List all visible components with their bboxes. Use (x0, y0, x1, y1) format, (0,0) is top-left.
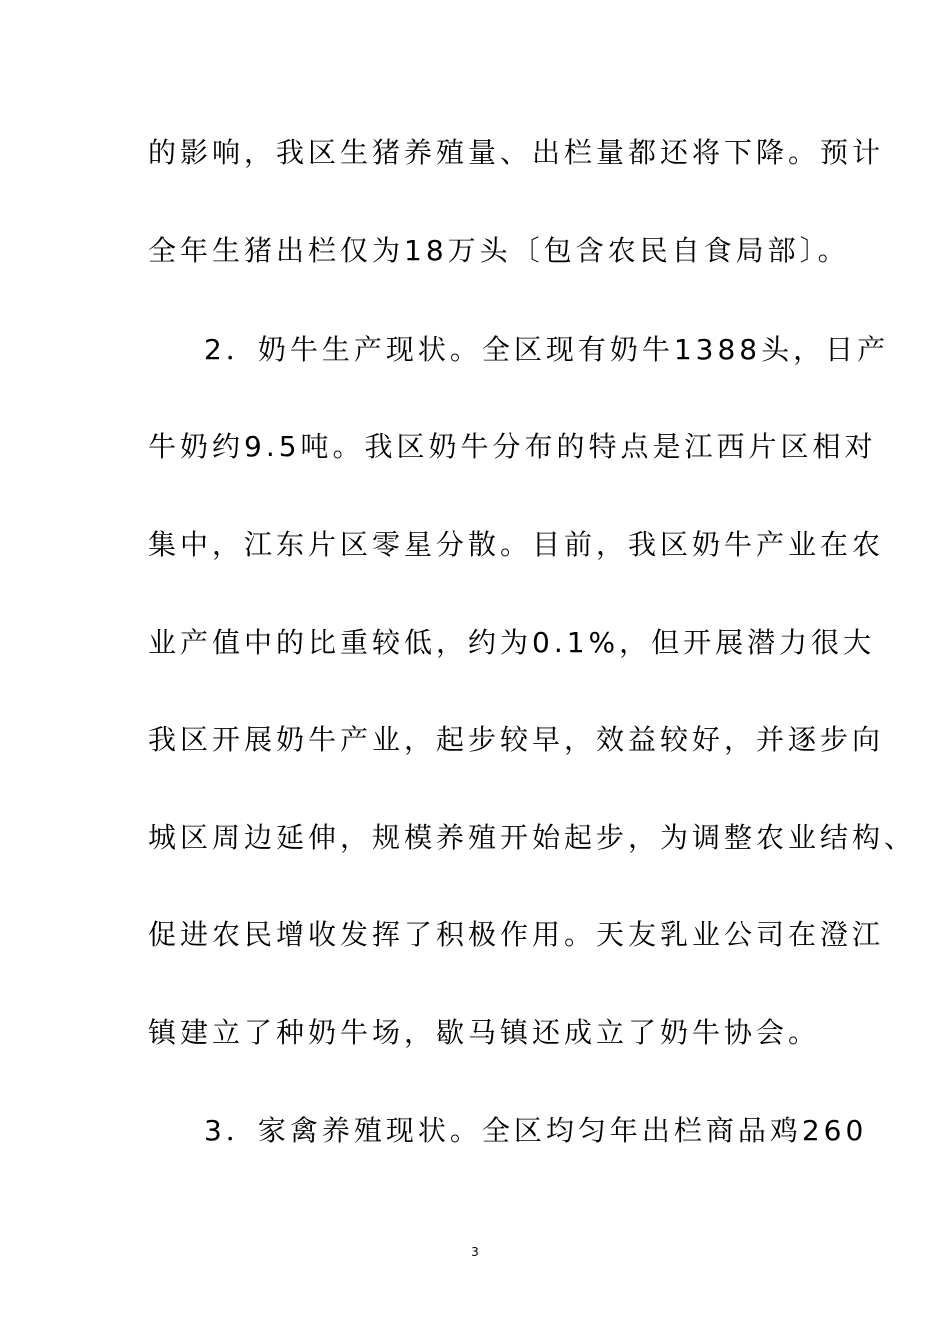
paragraph-start-line: 2．奶牛生产现状。全区现有奶牛1388头，日产 (204, 333, 890, 366)
text-line: 的影响，我区生猪养殖量、出栏量都还将下降。预计 (148, 136, 885, 169)
text-line: 促进农民增收发挥了积极作用。天友乳业公司在澄江 (148, 918, 885, 951)
text-line: 我区开展奶牛产业，起步较早，效益较好，并逐步向 (148, 723, 885, 756)
text-line: 集中，江东片区零星分散。目前，我区奶牛产业在农 (148, 528, 885, 561)
text-line: 业产值中的比重较低，约为0.1%，但开展潜力很大 (148, 626, 876, 659)
text-line: 牛奶约9.5吨。我区奶牛分布的特点是江西片区相对 (148, 430, 877, 463)
text-line: 城区周边延伸，规模养殖开始起步，为调整农业结构、 (148, 821, 917, 854)
text-line: 全年生猪出栏仅为18万头〔包含农民自食局部〕。 (148, 234, 850, 267)
page-number: 3 (471, 1245, 479, 1259)
paragraph-start-line: 3．家禽养殖现状。全区均匀年出栏商品鸡260 (204, 1114, 868, 1147)
text-line: 镇建立了种奶牛场，歇马镇还成立了奶牛协会。 (148, 1016, 821, 1049)
